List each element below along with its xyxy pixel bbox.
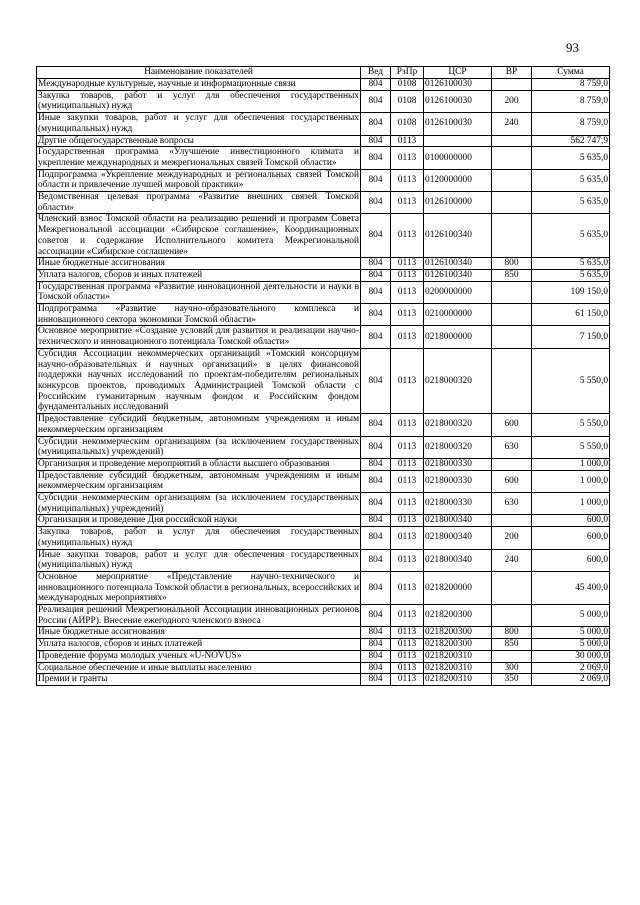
cell-rzpr: 0113 <box>391 214 424 258</box>
cell-ved: 804 <box>361 436 391 458</box>
cell-sum: 5 000,0 <box>532 639 610 651</box>
table-row <box>37 493 610 515</box>
cell-vr: 300 <box>492 662 532 674</box>
cell-ved: 804 <box>361 458 391 470</box>
cell-vr <box>492 605 532 627</box>
cell-rzpr: 0113 <box>391 169 424 191</box>
table-row <box>37 135 610 147</box>
cell-csr: 0200000000 <box>424 281 492 303</box>
header-vr: ВР <box>492 67 532 79</box>
cell-csr: 0218000330 <box>424 493 492 515</box>
table-row <box>37 348 610 413</box>
cell-name: Ведомственная целевая программа «Развитие внешних связей Томской области» <box>38 192 359 213</box>
cell-csr: 0218000330 <box>424 470 492 492</box>
cell-sum: 5 635,0 <box>532 214 610 258</box>
cell-name: Основное мероприятие «Представление научно-технического и инновационного потенциала Томской области в региональных, всероссийских и международных мероприятиях» <box>38 571 359 604</box>
table-row <box>37 79 610 91</box>
table-row <box>37 458 610 470</box>
cell-ved: 804 <box>361 674 391 686</box>
cell-csr: 0218200300 <box>424 639 492 651</box>
cell-rzpr: 0108 <box>391 113 424 135</box>
cell-name: Субсидии некоммерческим организациям (за исключением государственных (муниципальных) учреждений) <box>38 493 359 514</box>
cell-ved: 804 <box>361 549 391 571</box>
table-row <box>37 192 610 214</box>
cell-rzpr: 0113 <box>391 414 424 436</box>
cell-rzpr: 0113 <box>391 549 424 571</box>
table-row <box>37 470 610 492</box>
table-row <box>37 113 610 135</box>
cell-sum: 1 000,0 <box>532 470 610 492</box>
table-row <box>37 414 610 436</box>
cell-csr: 0218200000 <box>424 571 492 604</box>
cell-vr: 240 <box>492 549 532 571</box>
cell-sum: 5 550,0 <box>532 436 610 458</box>
table-header-row <box>37 67 610 79</box>
cell-name: Основное мероприятие «Создание условий для развития и реализации научно-технического и инновационного потенциала Томской области» <box>38 326 359 348</box>
cell-ved: 804 <box>361 627 391 639</box>
cell-name: Предоставление субсидий бюджетным, автономным учреждениям и иным некоммерческим организациям <box>38 470 359 492</box>
cell-sum: 600,0 <box>532 527 610 549</box>
cell-sum: 5 000,0 <box>532 605 610 627</box>
cell-rzpr: 0113 <box>391 650 424 662</box>
table-row <box>37 269 610 281</box>
cell-csr: 0218200310 <box>424 674 492 686</box>
cell-csr: 0218000320 <box>424 414 492 436</box>
table-row <box>37 605 610 627</box>
cell-name: Иные бюджетные ассигнования <box>37 627 361 639</box>
table-row <box>37 639 610 651</box>
cell-csr: 0218000340 <box>424 549 492 571</box>
cell-ved: 804 <box>361 258 391 270</box>
cell-csr: 0218000320 <box>424 436 492 458</box>
cell-csr: 0126100340 <box>424 258 492 270</box>
cell-rzpr: 0113 <box>391 281 424 303</box>
cell-csr: 0218200310 <box>424 650 492 662</box>
cell-sum: 5 635,0 <box>532 269 610 281</box>
cell-rzpr: 0113 <box>391 470 424 492</box>
cell-rzpr: 0113 <box>391 258 424 270</box>
cell-name: Премии и гранты <box>37 674 361 686</box>
cell-sum: 8 759,0 <box>532 90 610 112</box>
cell-name: Подпрограмма «Развитие научно-образовательного комплекса и инновационного сектора экономики Томской области» <box>38 304 359 325</box>
cell-csr: 0126100340 <box>424 214 492 258</box>
cell-csr: 0218200300 <box>424 627 492 639</box>
cell-sum: 7 150,0 <box>532 326 610 348</box>
cell-csr: 0210000000 <box>424 304 492 326</box>
cell-vr <box>492 192 532 214</box>
cell-ved: 804 <box>361 147 391 169</box>
cell-sum: 5 000,0 <box>532 627 610 639</box>
table-row <box>37 258 610 270</box>
cell-ved: 804 <box>361 281 391 303</box>
cell-ved: 804 <box>361 79 391 91</box>
cell-sum: 1 000,0 <box>532 493 610 515</box>
cell-csr: 0126100030 <box>424 113 492 135</box>
cell-name: Иные закупки товаров, работ и услуг для обеспечения государственных (муниципальных) нужд <box>38 549 359 571</box>
cell-rzpr: 0113 <box>391 493 424 515</box>
cell-rzpr: 0113 <box>391 571 424 604</box>
cell-csr: 0120000000 <box>424 169 492 191</box>
header-name: Наименование показателей <box>37 67 361 79</box>
cell-csr <box>424 135 492 147</box>
cell-name: Субсидии некоммерческим организациям (за исключением государственных (муниципальных) учреждений) <box>38 436 359 458</box>
cell-vr: 600 <box>492 470 532 492</box>
cell-ved: 804 <box>361 414 391 436</box>
cell-name: Закупка товаров, работ и услуг для обеспечения государственных (муниципальных) нужд <box>38 90 359 112</box>
cell-name: Организация и проведение мероприятий в области высшего образования <box>37 458 361 470</box>
cell-rzpr: 0113 <box>391 639 424 651</box>
cell-name: Реализация решений Межрегиональной Ассоциации инновационных регионов России (АИРР). Внесение ежегодного членского взноса <box>38 605 359 626</box>
cell-vr: 800 <box>492 627 532 639</box>
cell-name: Иные закупки товаров, работ и услуг для обеспечения государственных (муниципальных) нужд <box>38 113 359 134</box>
cell-rzpr: 0113 <box>391 192 424 214</box>
cell-vr <box>492 135 532 147</box>
cell-vr: 850 <box>492 269 532 281</box>
cell-rzpr: 0113 <box>391 135 424 147</box>
page-number: 93 <box>566 40 579 55</box>
cell-csr: 0218000340 <box>424 515 492 527</box>
header-csr: ЦСР <box>424 67 492 79</box>
cell-ved: 804 <box>361 192 391 214</box>
table-row <box>37 515 610 527</box>
header-rzpr: РзПр <box>391 67 424 79</box>
cell-vr <box>492 458 532 470</box>
cell-ved: 804 <box>361 304 391 326</box>
cell-rzpr: 0113 <box>391 304 424 326</box>
cell-csr: 0218000340 <box>424 527 492 549</box>
cell-ved: 804 <box>361 470 391 492</box>
cell-name: Социальное обеспечение и иные выплаты населению <box>37 662 361 674</box>
cell-ved: 804 <box>361 90 391 112</box>
cell-vr <box>492 326 532 348</box>
cell-sum: 5 550,0 <box>532 414 610 436</box>
cell-rzpr: 0108 <box>391 90 424 112</box>
cell-csr: 0218000000 <box>424 326 492 348</box>
table-row <box>37 169 610 191</box>
cell-sum: 5 635,0 <box>532 258 610 270</box>
cell-sum: 5 635,0 <box>532 192 610 214</box>
cell-vr <box>492 147 532 169</box>
cell-rzpr: 0113 <box>391 627 424 639</box>
cell-ved: 804 <box>361 135 391 147</box>
cell-ved: 804 <box>361 214 391 258</box>
cell-name: Государственная программа «Улучшение инвестиционного климата и укрепление международных и межрегиональных связей Томской области» <box>38 147 359 168</box>
cell-csr: 0126100030 <box>424 79 492 91</box>
cell-sum: 600,0 <box>532 515 610 527</box>
header-ved: Вед <box>361 67 391 79</box>
budget-table <box>36 66 610 686</box>
cell-name: Другие общегосударственные вопросы <box>37 135 361 147</box>
cell-ved: 804 <box>361 639 391 651</box>
cell-ved: 804 <box>361 650 391 662</box>
table-row <box>37 90 610 112</box>
cell-ved: 804 <box>361 662 391 674</box>
cell-name: Уплата налогов, сборов и иных платежей <box>37 639 361 651</box>
cell-name: Государственная программа «Развитие инновационной деятельности и науки в Томской области» <box>38 281 359 303</box>
cell-csr: 0218000330 <box>424 458 492 470</box>
cell-rzpr: 0113 <box>391 515 424 527</box>
table-row <box>37 147 610 169</box>
cell-sum: 5 635,0 <box>532 147 610 169</box>
cell-ved: 804 <box>361 113 391 135</box>
cell-sum: 2 069,0 <box>532 674 610 686</box>
cell-vr <box>492 515 532 527</box>
cell-vr: 630 <box>492 493 532 515</box>
cell-sum: 5 550,0 <box>532 348 610 413</box>
cell-vr: 850 <box>492 639 532 651</box>
cell-ved: 804 <box>361 515 391 527</box>
cell-csr: 0218000320 <box>424 348 492 413</box>
cell-sum: 1 000,0 <box>532 458 610 470</box>
cell-name: Организация и проведение Дня российской науки <box>37 515 361 527</box>
cell-name: Международные культурные, научные и информационные связи <box>37 79 361 91</box>
cell-vr <box>492 169 532 191</box>
cell-rzpr: 0113 <box>391 147 424 169</box>
cell-ved: 804 <box>361 493 391 515</box>
table-row <box>37 281 610 303</box>
header-sum: Сумма <box>532 67 610 79</box>
cell-vr <box>492 281 532 303</box>
table-row <box>37 627 610 639</box>
table-row <box>37 571 610 604</box>
table-row <box>37 650 610 662</box>
cell-vr: 200 <box>492 90 532 112</box>
table-row <box>37 674 610 686</box>
cell-csr: 0218200310 <box>424 662 492 674</box>
cell-ved: 804 <box>361 571 391 604</box>
cell-rzpr: 0108 <box>391 79 424 91</box>
cell-name: Членский взнос Томской области на реализацию решений и программ Совета Межрегиональной ассоциации «Сибирское соглашение», Координационных советов и содержание Исполнительного комитета Межрегиональной ассоциации «Сибирское соглашение» <box>38 214 359 257</box>
cell-ved: 804 <box>361 326 391 348</box>
cell-vr: 630 <box>492 436 532 458</box>
cell-vr <box>492 348 532 413</box>
cell-ved: 804 <box>361 169 391 191</box>
cell-name: Уплата налогов, сборов и иных платежей <box>37 269 361 281</box>
table-row <box>37 527 610 549</box>
cell-rzpr: 0113 <box>391 527 424 549</box>
cell-sum: 45 400,0 <box>532 571 610 604</box>
table-row <box>37 662 610 674</box>
cell-rzpr: 0113 <box>391 674 424 686</box>
cell-sum: 5 635,0 <box>532 169 610 191</box>
cell-rzpr: 0113 <box>391 348 424 413</box>
cell-csr: 0126100030 <box>424 90 492 112</box>
cell-rzpr: 0113 <box>391 605 424 627</box>
cell-vr: 240 <box>492 113 532 135</box>
cell-vr: 200 <box>492 527 532 549</box>
cell-ved: 804 <box>361 605 391 627</box>
cell-ved: 804 <box>361 527 391 549</box>
cell-name: Субсидия Ассоциации некоммерческих организаций «Томский консорциум научно-образовательных и научных организаций» в целях финансовой поддержки научных исследований по проектам-победителям региональных конкурсов проектов, проводимых Администрацией Томской области с Российским гуманитарным научным фондом и Российским фондом фундаментальных исследований <box>38 348 359 413</box>
table-row <box>37 549 610 571</box>
table-row <box>37 214 610 258</box>
cell-sum: 600,0 <box>532 549 610 571</box>
cell-name: Иные бюджетные ассигнования <box>37 258 361 270</box>
cell-vr <box>492 79 532 91</box>
cell-rzpr: 0113 <box>391 269 424 281</box>
cell-csr: 0126100340 <box>424 269 492 281</box>
cell-csr: 0100000000 <box>424 147 492 169</box>
cell-sum: 61 150,0 <box>532 304 610 326</box>
cell-sum: 8 759,0 <box>532 113 610 135</box>
cell-vr: 600 <box>492 414 532 436</box>
cell-sum: 8 759,0 <box>532 79 610 91</box>
cell-name: Проведение форума молодых ученых «U-NOVUS» <box>37 650 361 662</box>
cell-sum: 109 150,0 <box>532 281 610 303</box>
cell-rzpr: 0113 <box>391 326 424 348</box>
cell-csr: 0218200300 <box>424 605 492 627</box>
cell-vr <box>492 304 532 326</box>
cell-name: Подпрограмма «Укрепление международных и региональных связей Томской области и привлечение лучшей мировой практики» <box>38 169 359 191</box>
cell-ved: 804 <box>361 269 391 281</box>
cell-sum: 562 747,9 <box>532 135 610 147</box>
cell-ved: 804 <box>361 348 391 413</box>
cell-vr <box>492 650 532 662</box>
cell-name: Предоставление субсидий бюджетным, автономным учреждениям и иным некоммерческим организациям <box>38 414 359 435</box>
cell-vr <box>492 214 532 258</box>
cell-name: Закупка товаров, работ и услуг для обеспечения государственных (муниципальных) нужд <box>38 527 359 548</box>
cell-vr: 350 <box>492 674 532 686</box>
cell-sum: 2 069,0 <box>532 662 610 674</box>
cell-csr: 0126100000 <box>424 192 492 214</box>
cell-rzpr: 0113 <box>391 662 424 674</box>
table-row <box>37 436 610 458</box>
cell-sum: 30 000,0 <box>532 650 610 662</box>
cell-vr <box>492 571 532 604</box>
cell-rzpr: 0113 <box>391 458 424 470</box>
table-row <box>37 304 610 326</box>
cell-vr: 800 <box>492 258 532 270</box>
cell-rzpr: 0113 <box>391 436 424 458</box>
table-row <box>37 326 610 348</box>
